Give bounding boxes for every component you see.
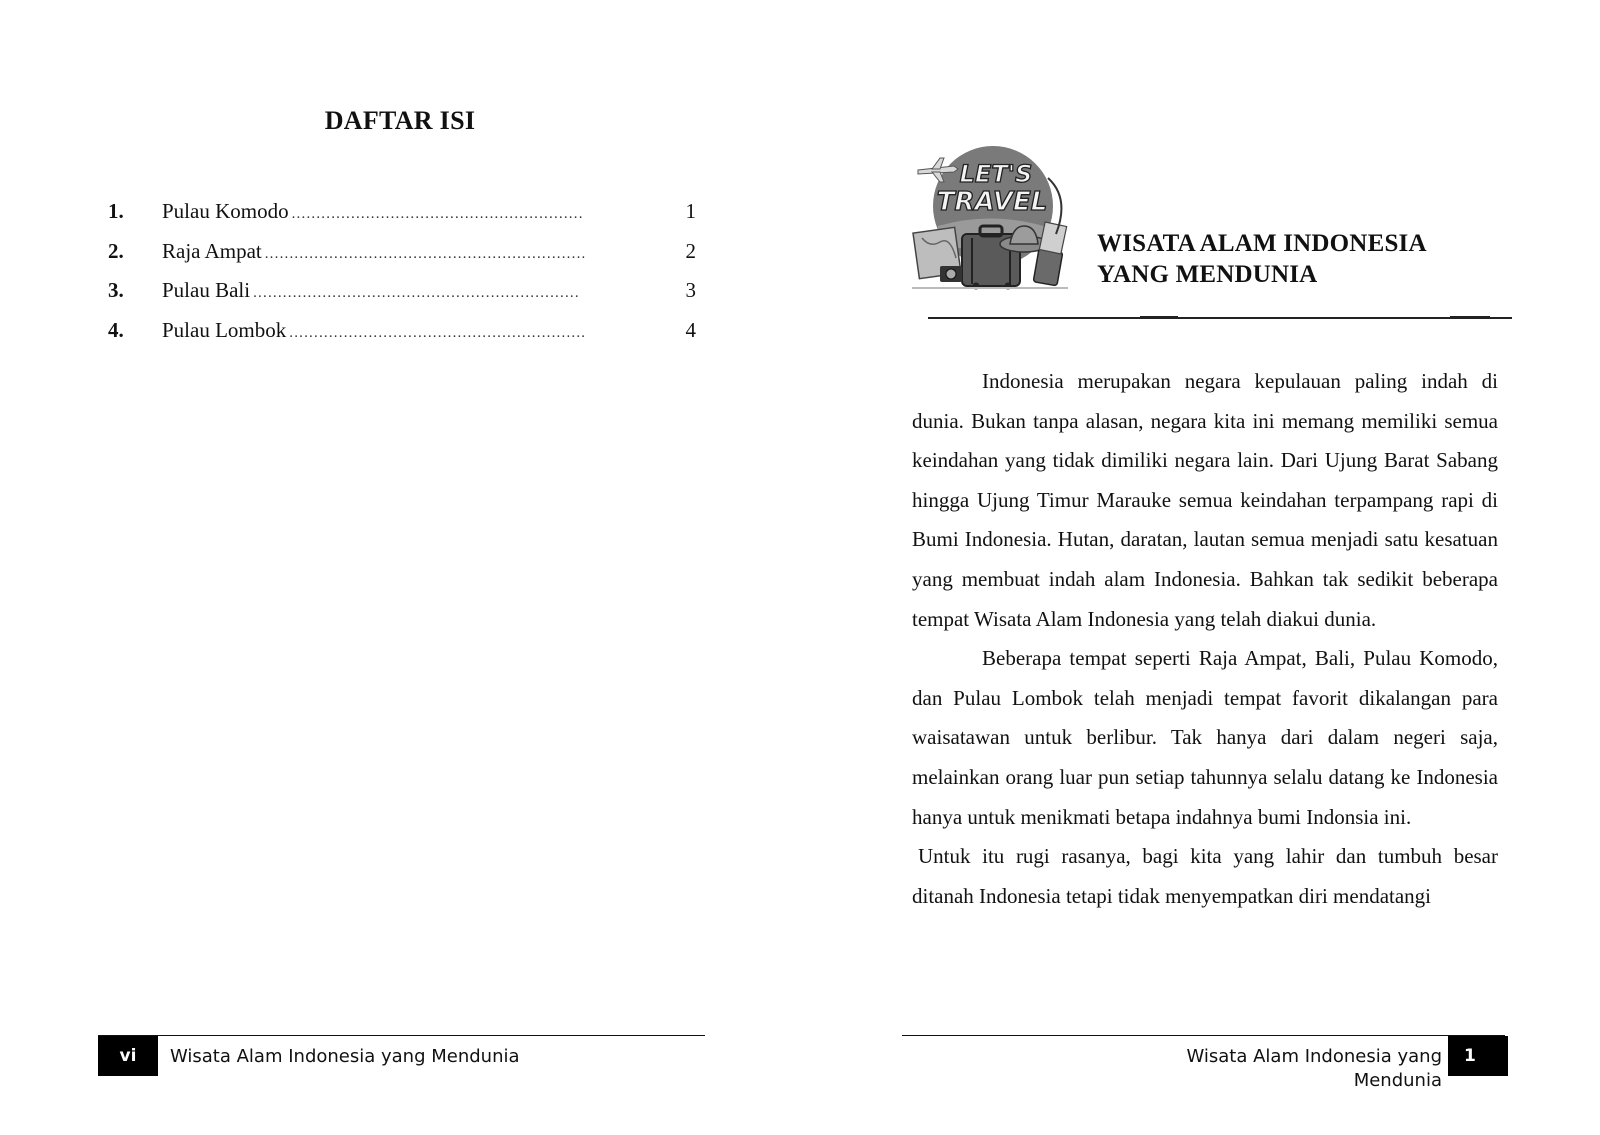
toc-leader-dots: ................................................................. [264,245,587,262]
paragraph: Indonesia merupakan negara kepulauan paling indah di dunia. Bukan tanpa alasan, negara kita ini memang memiliki semua keindahan yang tidak dimiliki negara lain. Dari Ujung Barat Sabang hingga Ujung Timur Marauke semua keindahan terpampang rapi di Bumi Indonesia. Hutan, daratan, lautan semua menjadi satu kesatuan yang membuat indah alam Indonesia. Bahkan tak sedikit beberapa tempat Wisata Alam Indonesia yang telah diakui dunia. [912,369,1498,631]
logo-text-lets: LET'S [959,160,1033,188]
toc-item-page: 1 [685,199,696,223]
footer-page-number: vi [98,1036,158,1076]
toc-leader-dots: ........................................................... [291,206,584,222]
toc-list [108,198,696,356]
paragraph: Beberapa tempat seperti Raja Ampat, Bali, Pulau Komodo, dan Pulau Lombok telah menjadi tempat favorit dikalangan para waisatawan untuk berlibur. Tak hanya dari dalam negeri saja, melainkan orang luar pun setiap tahunnya selalu datang ke Indonesia hanya untuk menikmati betapa indahnya bumi Indonsia ini. [912,646,1498,829]
toc-item[interactable] [108,317,696,357]
toc-item[interactable] [108,238,696,278]
toc-item-label: Raja Ampat [162,238,262,263]
toc-title: DAFTAR ISI [324,106,476,135]
chapter-title-line-2: YANG MENDUNIA [1097,261,1318,288]
toc-leader-dots: ............................................................ [289,324,587,341]
toc-item-page: 2 [685,238,696,263]
right-page [800,0,1600,1135]
toc-item-number: 3. [108,278,124,302]
chapter-title [1097,228,1497,290]
footer-page-number: 1 [1448,1036,1508,1076]
logo-text-travel: TRAVEL [936,187,1048,217]
body-text [912,362,1498,916]
toc-item-number: 4. [108,317,124,342]
title-underline-accent [1450,316,1490,319]
toc-item-page: 4 [685,317,696,342]
title-underline [928,317,1512,319]
toc-item-label: Pulau Komodo [162,199,289,223]
footer-book-title: Wisata Alam Indonesia yang Mendunia [170,1046,520,1067]
footer-book-title: Wisata Alam Indonesia yang Mendunia [1186,1046,1442,1091]
toc-item-number: 1. [108,199,124,223]
toc-item-number: 2. [108,238,124,263]
toc-leader-dots: .................................................................. [253,285,580,301]
paragraph: Untuk itu rugi rasanya, bagi kita yang lahir dan tumbuh besar ditanah Indonesia tetapi tidak menyempatkan diri mendatangi [912,844,1498,908]
lets-travel-logo-icon [910,138,1070,296]
footer-divider [902,1035,1505,1036]
title-underline-accent [1140,316,1178,319]
toc-item[interactable] [108,277,696,317]
toc-item-page: 3 [685,278,696,302]
footer-divider [98,1035,705,1036]
chapter-title-line-1: WISATA ALAM INDONESIA [1097,230,1427,257]
toc-item[interactable] [108,198,696,238]
toc-item-label: Pulau Lombok [162,317,287,342]
toc-item-label: Pulau Bali [162,278,251,302]
